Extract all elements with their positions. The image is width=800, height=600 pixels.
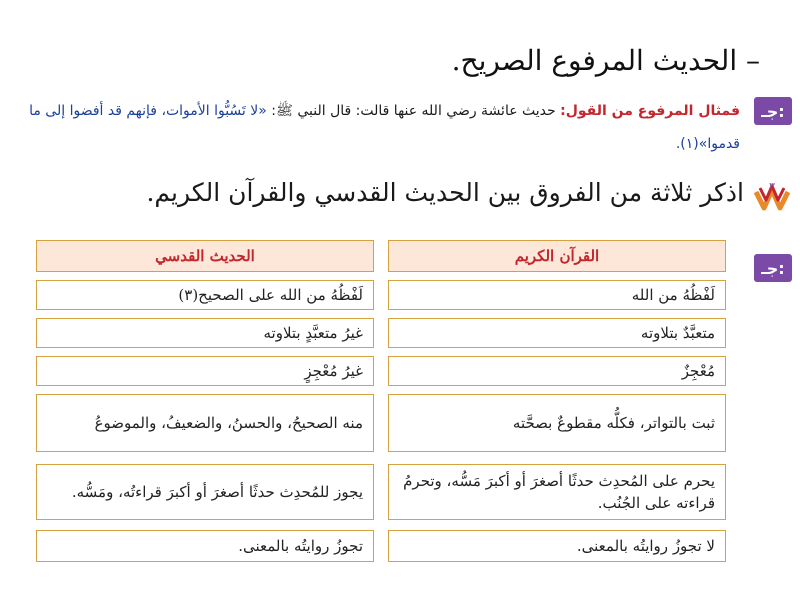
table-cell-qudsi: غيرُ مُعْجِزٍ [36, 356, 374, 386]
table-cell-quran: لا تجوزُ روايتُه بالمعنى. [388, 530, 726, 562]
example-quote-end: قدموا»(١). [675, 136, 740, 152]
table-cell-quran: لَفْظُهُ من الله [388, 280, 726, 310]
example-text: حديث عائشة رضي الله عنها قالت: قال النبي ﷺ: [266, 103, 561, 119]
table-cell-qudsi: منه الصحيحُ، والحسنُ، والضعيفُ، والموضوعُ [36, 394, 374, 452]
table-cell-quran: متعبَّدٌ بتلاوته [388, 318, 726, 348]
section-title: – الحديث المرفوع الصريح. [451, 44, 760, 77]
answer-badge-2: جـ: [754, 254, 792, 282]
example-lead: فمثال المرفوع من القول: [560, 103, 740, 119]
table-cell-qudsi: لَفْظُهُ من الله على الصحيح(٣) [36, 280, 374, 310]
table-cell-quran: ثبت بالتواتر، فكلُّه مقطوعٌ بصحَّته [388, 394, 726, 452]
example-paragraph [10, 100, 740, 122]
table-header-quran: القرآن الكريم [388, 240, 726, 272]
question-text: اذكر ثلاثة من الفروق بين الحديث القدسي والقرآن الكريم. [146, 178, 744, 207]
question-number-icon [752, 178, 792, 218]
table-cell-qudsi: غيرُ متعبَّدٍ بتلاوته [36, 318, 374, 348]
table-cell-quran: مُعْجِزٌ [388, 356, 726, 386]
table-cell-quran: يحرم على المُحدِث حدثًا أصغرَ أو أكبرَ مَسُّه، وتحرمُ قراءته على الجُنُب. [388, 464, 726, 520]
answer-badge: جـ: [754, 97, 792, 125]
example-quote: «لا تَسُبُّوا الأموات، فإنهم قد أفضوا إلى ما [29, 103, 267, 119]
table-header-qudsi: الحديث القدسي [36, 240, 374, 272]
table-cell-qudsi: يجوز للمُحدِث حدثًا أصغرَ أو أكبرَ قراءتُه، ومَسُّه. [36, 464, 374, 520]
table-cell-qudsi: تجوزُ روايتُه بالمعنى. [36, 530, 374, 562]
question-number: ٣ [769, 180, 775, 193]
